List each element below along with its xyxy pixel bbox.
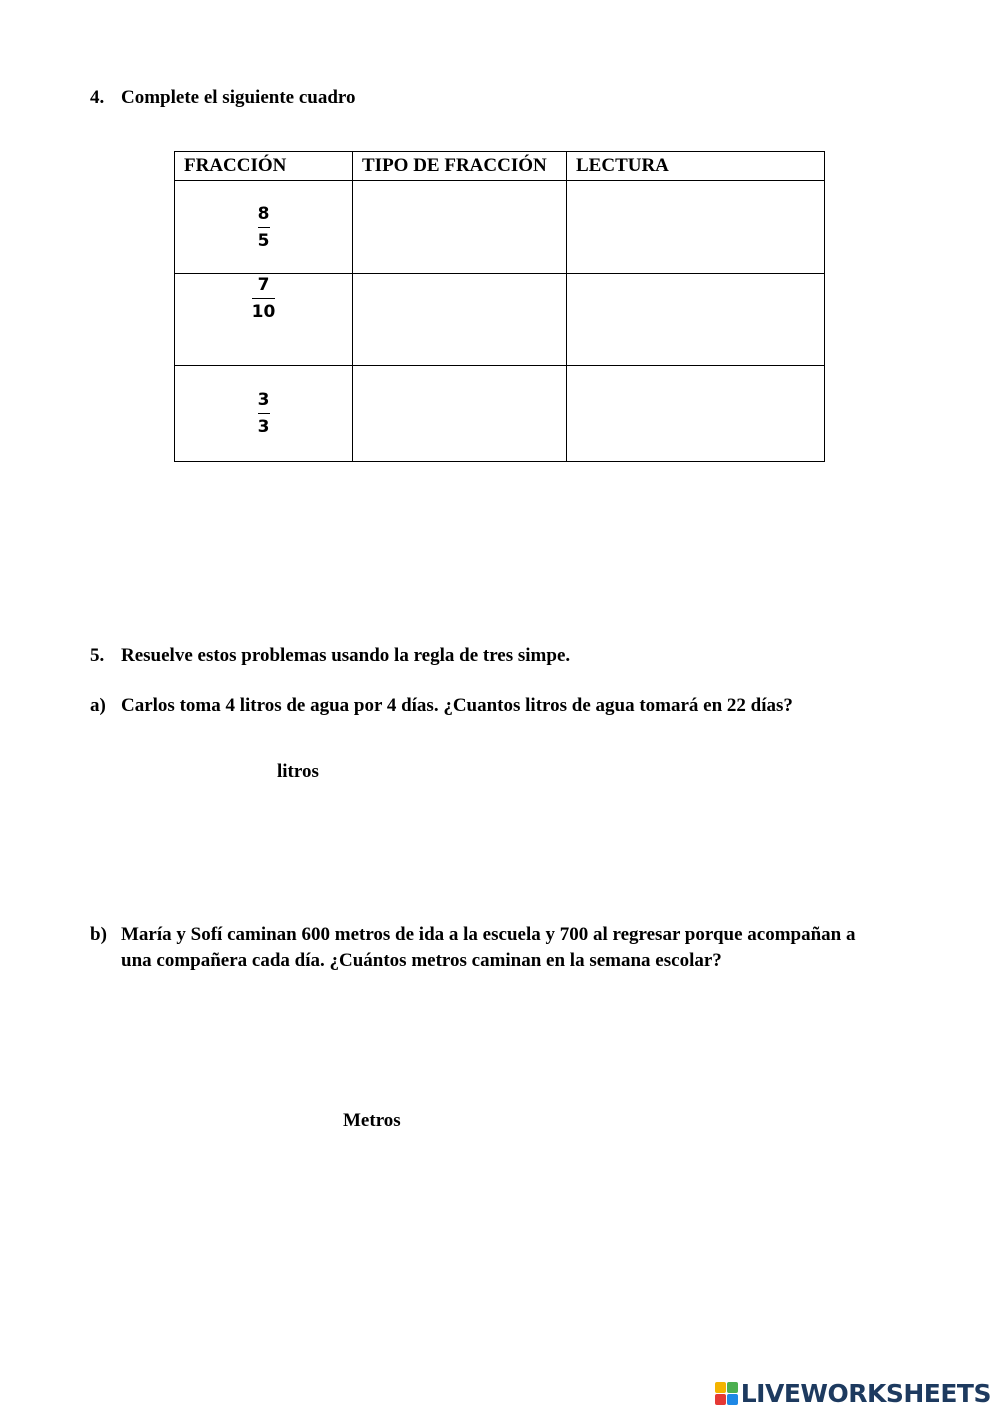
question-4-text: Complete el siguiente cuadro [121,87,356,108]
fraction [252,274,276,323]
question-4 [90,84,940,111]
table-row [175,366,825,462]
question-5-number: 5. [90,645,105,666]
fraction-cell [175,181,353,274]
fraction-cell [175,366,353,462]
fraction-bar [258,227,270,228]
reading-cell[interactable] [567,181,825,274]
fraction-cell [175,274,353,366]
type-cell[interactable] [353,366,567,462]
type-cell[interactable] [353,274,567,366]
question-5-text: Resuelve estos problemas usando la regla de tres simpe. [121,645,571,666]
liveworksheets-logo [715,1378,991,1408]
question-5 [90,642,940,669]
numerator: 8 [257,203,270,224]
logo-tile [727,1382,738,1393]
header-tipo-de-fraccion: TIPO DE FRACCIÓN [353,152,567,181]
problem-a-text: Carlos toma 4 litros de agua por 4 días. ¿Cuantos litros de agua tomará en 22 días? [121,695,793,716]
fraction-table [174,151,825,462]
table-header-row [175,152,825,181]
denominator: 5 [257,230,270,251]
numerator: 3 [257,390,270,410]
problem-b [90,921,940,975]
type-cell[interactable] [353,181,567,274]
answer-unit-litros: litros [277,761,319,782]
problem-b-line-2: una compañera cada día. ¿Cuántos metros caminan en la semana escolar? [121,950,722,971]
numerator: 7 [257,275,270,295]
fraction [258,203,270,252]
logo-tile [727,1394,738,1405]
reading-cell[interactable] [567,274,825,366]
denominator: 3 [257,417,270,437]
table-row [175,181,825,274]
question-4-number: 4. [90,87,105,108]
logo-icon [715,1382,738,1405]
denominator: 10 [251,302,276,322]
problem-a-label: a) [90,695,106,716]
problem-b-line-1: María y Sofí caminan 600 metros de ida a la escuela y 700 al regresar porque acompañan a [121,924,856,945]
header-fraccion: FRACCIÓN [175,152,353,181]
problem-a [90,692,940,719]
fraction [258,389,270,438]
fraction-bar [252,298,276,299]
problem-b-label: b) [90,924,107,945]
logo-tile [715,1394,726,1405]
table-row [175,274,825,366]
logo-text: LIVEWORKSHEETS [740,1378,991,1408]
answer-unit-metros: Metros [343,1110,401,1131]
fraction-bar [258,413,270,414]
logo-tile [715,1382,726,1393]
reading-cell[interactable] [567,366,825,462]
header-lectura: LECTURA [567,152,825,181]
